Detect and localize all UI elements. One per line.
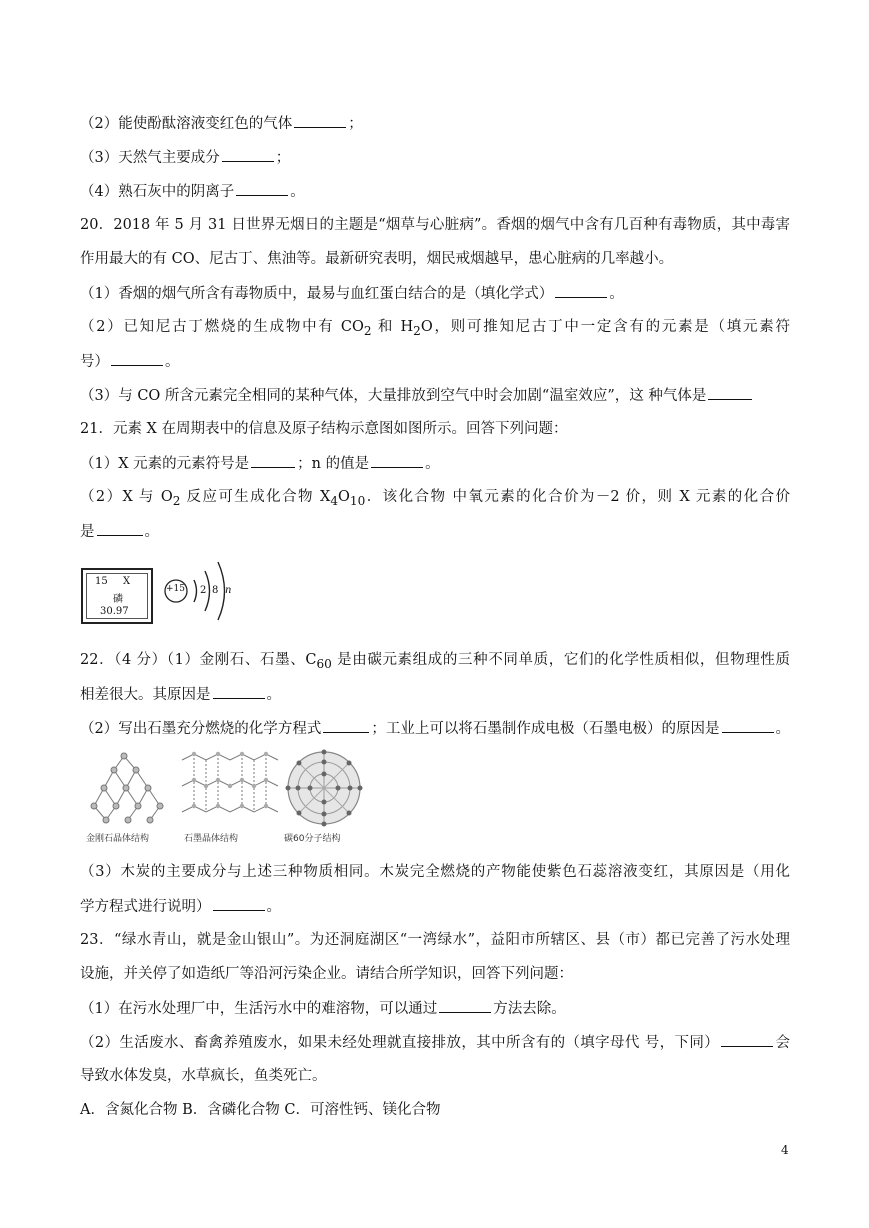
q22-stem-line1 — [80, 650, 790, 674]
punct: 。 — [609, 286, 624, 302]
shell-arc-1 — [194, 580, 197, 602]
answer-blank[interactable] — [294, 113, 346, 128]
q23-sub2-line1 — [80, 1032, 790, 1053]
q22-sub2-text: （2）写出石墨充分燃烧的化学方程式 — [80, 721, 322, 737]
answer-blank[interactable] — [439, 998, 491, 1013]
q20-stem-line2: 作用最大的有 CO、尼古丁、焦油等。最新研究表明，烟民戒烟越早，患心脏病的几率越小。 — [80, 251, 674, 267]
element-symbol: X — [123, 576, 131, 587]
answer-blank[interactable] — [222, 147, 274, 162]
q21-stem: 21．元素 X 在周期表中的信息及原子结构示意图如图所示。回答下列问题： — [80, 421, 568, 437]
q22-stem-line2 — [80, 684, 281, 705]
q23-sub2-line2: 导致水体发臭，水草疯长，鱼类死亡。 — [80, 1068, 327, 1084]
caption-diamond: 金刚石晶体结构 — [86, 834, 150, 844]
graphite-structure — [182, 752, 278, 812]
q22-sub2-text: ；工业上可以将石墨制作成电极（石墨电极）的原因是 — [371, 721, 720, 737]
answer-blank[interactable] — [371, 453, 423, 468]
q21-sub2-text: （2）X 与 O — [80, 489, 173, 505]
atomic-number: 15 — [95, 576, 108, 587]
element-card — [81, 568, 153, 624]
q20-sub2-line2 — [80, 351, 180, 372]
punct: ； — [275, 150, 291, 166]
q21-sub2-text: ．该化合物 中氧元素的化合价为－2 价，则 X 元素的化合价 — [365, 489, 791, 505]
answer-blank[interactable] — [251, 453, 295, 468]
answer-blank[interactable] — [97, 521, 143, 536]
q19-item4-text: （4）熟石灰中的阴离子 — [80, 184, 235, 200]
answer-blank[interactable] — [721, 1032, 773, 1047]
caption-graphite: 石墨晶体结构 — [184, 834, 239, 844]
q20-sub2-text: （2）已知尼古丁燃烧的生成物中有 CO — [80, 319, 364, 335]
q23-options: A．含氮化合物 B．含磷化合物 C．可溶性钙、镁化合物 — [80, 1102, 441, 1118]
q21-sub2-text: O — [338, 489, 350, 505]
q20-sub1-text: （1）香烟的烟气所含有毒物质中，最易与血红蛋白结合的是（填化学式） — [80, 286, 554, 302]
punct: 。 — [266, 899, 281, 915]
q19-item2 — [80, 113, 363, 134]
atomic-mass: 30.97 — [100, 606, 129, 617]
q22-stem-text: 相差很大。其原因是 — [80, 687, 211, 703]
q22-sub3-text: 学方程式进行说明） — [80, 899, 211, 915]
q23-stem-line2: 设施，并关停了如造纸厂等沿河污染企业。请结合所学知识，回答下列问题： — [80, 966, 573, 982]
q23-sub2-text: 会 — [775, 1035, 790, 1051]
q21-sub1-text: （1）X 元素的元素符号是 — [80, 456, 250, 472]
answer-blank[interactable] — [722, 718, 774, 733]
q23-stem-line1: 23．“绿水青山，就是金山银山”。为还洞庭湖区“一湾绿水”，益阳市所辖区、县（市）都已完善了污水处理 — [80, 932, 790, 948]
q21-sub2-text: 反应可生成化合物 X — [180, 489, 331, 505]
answer-blank[interactable] — [323, 718, 369, 733]
carbon-structures-svg — [84, 748, 374, 830]
q20-sub2-text: 和 H — [371, 319, 414, 335]
punct: 。 — [290, 184, 305, 200]
q19-item2-text: （2）能使酚酞溶液变红色的气体 — [80, 116, 293, 132]
answer-blank[interactable] — [213, 684, 265, 699]
q20-sub2-text: 号） — [80, 354, 109, 370]
q23-sub2-text: （2）生活废水、畜禽养殖废水，如果未经处理就直接排放，其中所含有的（填字母代 号，下同） — [80, 1035, 720, 1051]
punct: 。 — [266, 687, 281, 703]
c60-structure — [286, 750, 363, 827]
q20-sub3 — [80, 385, 754, 406]
answer-blank[interactable] — [213, 896, 265, 911]
q20-stem-line1: 20．2018 年 5 月 31 日世界无烟日的主题是“烟草与心脏病”。香烟的烟气中含有几百种有毒物质，其中毒害 — [80, 217, 790, 233]
subscript: 2 — [172, 493, 181, 508]
answer-blank[interactable] — [111, 351, 163, 366]
answer-blank[interactable] — [236, 181, 288, 196]
q20-sub2-text: O，则可推知尼古丁中一定含有的元素是（填元素符 — [420, 319, 790, 335]
q21-sub2-line2 — [80, 521, 159, 542]
q23-sub1 — [80, 998, 566, 1019]
q20-sub3-text: （3）与 CO 所含元素完全相同的某种气体，大量排放到空气中时会加剧“温室效应”，这 种气体是 — [80, 388, 707, 404]
q23-sub1-text: 方法去除。 — [493, 1001, 566, 1017]
carbon-structures-figure — [84, 748, 374, 844]
q23-sub1-text: （1）在污水处理厂中，生活污水中的难溶物，可以通过 — [80, 1001, 438, 1017]
shell-electrons-3: n — [225, 585, 232, 596]
subscript: 2 — [413, 323, 421, 338]
shell-electrons-1: 2 — [200, 585, 207, 596]
q22-stem-text: 是由碳元素组成的三种不同单质，它们的化学性质相似，但物理性质 — [331, 652, 790, 668]
q22-sub2 — [80, 718, 790, 739]
q22-sub3-line1: （3）木炭的主要成分与上述三种物质相同。木炭完全燃烧的产物能使紫色石蕊溶液变红，其原因是（用化 — [80, 864, 790, 880]
q20-sub2-line1 — [80, 317, 790, 341]
punct: 。 — [775, 721, 791, 737]
page-number: 4 — [781, 1143, 789, 1157]
shell-arc-3 — [218, 562, 225, 620]
punct: 。 — [144, 524, 159, 540]
q22-sub3-line2 — [80, 896, 281, 917]
q19-item4 — [80, 181, 305, 202]
subscript: 60 — [316, 656, 332, 671]
q22-stem-text: 22．（4 分）（1）金刚石、石墨、C — [80, 652, 317, 668]
answer-blank[interactable] — [555, 283, 607, 298]
shell-electrons-2: 8 — [212, 585, 219, 596]
q21-sub1-text: ；n 的值是 — [297, 456, 370, 472]
diamond-structure — [91, 753, 163, 823]
atom-structure-diagram — [161, 556, 241, 626]
punct: 。 — [165, 354, 180, 370]
q21-sub2-line1 — [80, 487, 790, 511]
element-name: 磷 — [113, 594, 123, 605]
punct: ； — [348, 116, 363, 132]
caption-c60: 碳60分子结构 — [284, 834, 341, 844]
subscript: 2 — [363, 323, 372, 338]
answer-blank[interactable] — [708, 385, 752, 400]
q21-sub1 — [80, 453, 440, 474]
subscript: 10 — [349, 493, 366, 508]
subscript: 4 — [330, 493, 339, 508]
q21-sub2-text: 是 — [80, 524, 95, 540]
q20-sub1 — [80, 283, 624, 304]
punct: 。 — [425, 456, 440, 472]
q19-item3 — [80, 147, 290, 168]
nucleus-charge: +15 — [166, 584, 185, 594]
q19-item3-text: （3）天然气主要成分 — [80, 150, 220, 166]
